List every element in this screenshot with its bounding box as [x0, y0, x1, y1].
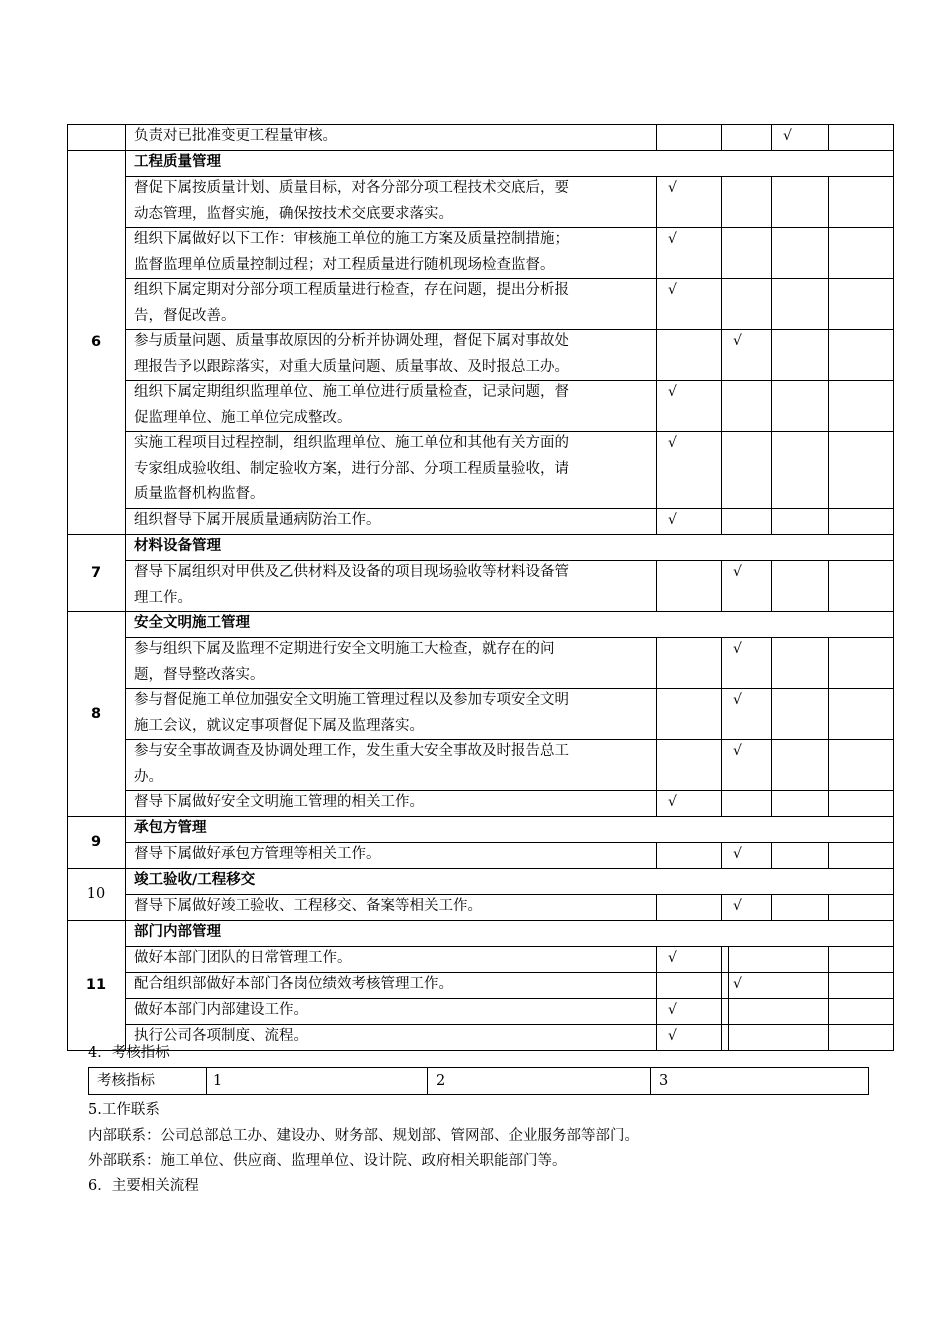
check-column-border [771, 508, 772, 534]
section-number: 8 [90, 705, 102, 722]
duty-text-line: 办。 [134, 768, 163, 785]
check-column-border [656, 227, 657, 278]
duty-text-line: 督导下属做好承包方管理等相关工作。 [134, 846, 381, 862]
check-column-border [656, 842, 657, 868]
kpi-cell-3 [651, 1068, 868, 1094]
check-column-border [721, 946, 722, 972]
duty-text-line: 督导下属组织对甲供及乙供材料及设备的项目现场验收等材料设备管 [134, 564, 569, 580]
check-mark: √ [668, 231, 677, 247]
check-column-border [656, 278, 657, 329]
check-mark: √ [668, 282, 677, 298]
check-column-border [771, 790, 772, 816]
check-column-border [828, 739, 829, 790]
check-mark: √ [783, 128, 792, 144]
check-mark: √ [733, 846, 742, 862]
duty-text-line: 理报告予以跟踪落实，对重大质量问题、质量事故、及时报总工办。 [134, 358, 569, 375]
check-column-border [828, 842, 829, 868]
check-column-border [828, 227, 829, 278]
duty-text-line: 促监理单位、施工单位完成整改。 [134, 409, 352, 426]
section-number: 11 [85, 977, 107, 993]
check-mark: √ [668, 1028, 677, 1044]
check-column-border [828, 508, 829, 534]
duty-text-line: 参与组织下属及监理不定期进行安全文明施工大检查，就存在的问 [134, 641, 555, 657]
check-column-border [656, 946, 657, 972]
check-column-border [771, 560, 772, 611]
section-header: 承包方管理 [134, 820, 207, 836]
duty-text-line: 组织下属定期对分部分项工程质量进行检查，存在问题，提出分析报 [134, 282, 569, 298]
check-column-border [828, 329, 829, 380]
section-number: 9 [90, 834, 102, 850]
duty-text-line: 督促下属按质量计划、质量目标，对各分部分项工程技术交底后，要 [134, 180, 569, 196]
duty-text-line: 做好本部门内部建设工作。 [134, 1002, 308, 1018]
check-column-border [828, 790, 829, 816]
check-column-border [828, 278, 829, 329]
check-column-border [656, 1024, 657, 1050]
row-bottom-border [67, 1050, 894, 1051]
check-column-border [728, 946, 729, 972]
check-column-border [721, 894, 722, 920]
section-number: 6 [90, 334, 102, 350]
check-column-border [728, 972, 729, 998]
check-column-border [828, 176, 829, 227]
check-column-border [721, 688, 722, 739]
check-column-border [828, 637, 829, 688]
kpi-label-cell [89, 1068, 207, 1094]
check-mark: √ [668, 180, 677, 196]
duty-text-line: 题，督导整改落实。 [134, 666, 265, 683]
duty-text-line: 组织督导下属开展质量通病防治工作。 [134, 512, 381, 528]
kpi-label: 考核指标 [97, 1073, 155, 1089]
check-column-border [656, 431, 657, 508]
check-column-border [656, 637, 657, 688]
check-mark: √ [668, 512, 677, 528]
check-column-border [728, 998, 729, 1024]
check-mark: √ [733, 976, 742, 992]
table-right-border [893, 124, 894, 1051]
kpi-table [88, 1067, 869, 1095]
check-column-border [828, 124, 829, 150]
check-column-border [728, 1024, 729, 1050]
number-column-border [125, 124, 126, 1051]
section-header: 工程质量管理 [134, 154, 221, 170]
check-column-border [721, 739, 722, 790]
check-column-border [721, 637, 722, 688]
duty-text-line: 施工会议，就议定事项督促下属及监理落实。 [134, 717, 424, 734]
check-column-border [771, 329, 772, 380]
check-column-border [828, 688, 829, 739]
check-column-border [721, 278, 722, 329]
duty-text-line: 参与督促施工单位加强安全文明施工管理过程以及参加专项安全文明 [134, 692, 569, 708]
kpi-col-2: 2 [436, 1073, 446, 1089]
check-column-border [771, 637, 772, 688]
check-column-border [656, 560, 657, 611]
check-column-border [828, 972, 829, 998]
check-column-border [656, 688, 657, 739]
check-column-border [828, 560, 829, 611]
duty-text-line: 执行公司各项制度、流程。 [134, 1028, 308, 1044]
section-header: 竣工验收/工程移交 [134, 872, 256, 888]
check-column-border [828, 431, 829, 508]
check-column-border [656, 790, 657, 816]
duty-text-line: 参与质量问题、质量事故原因的分析并协调处理，督促下属对事故处 [134, 333, 569, 349]
duty-text-line: 参与安全事故调查及协调处理工作，发生重大安全事故及时报告总工 [134, 743, 569, 759]
check-column-border [721, 790, 722, 816]
external-contacts: 外部联系：施工单位、供应商、监理单位、设计院、政府相关职能部门等。 [88, 1153, 567, 1169]
section-number: 7 [90, 564, 102, 581]
kpi-col-3: 3 [659, 1073, 669, 1089]
check-column-border [771, 739, 772, 790]
check-mark: √ [733, 333, 742, 349]
check-column-border [771, 176, 772, 227]
check-column-border [656, 124, 657, 150]
check-mark: √ [733, 564, 742, 580]
duty-text-line: 质量监督机构监督。 [134, 486, 265, 502]
section-header: 部门内部管理 [134, 924, 221, 940]
check-column-border [656, 176, 657, 227]
check-column-border [721, 431, 722, 508]
kpi-cell-2 [428, 1068, 651, 1094]
check-column-border [721, 1024, 722, 1050]
check-column-border [656, 972, 657, 998]
check-column-border [721, 998, 722, 1024]
section-6-heading: 6．主要相关流程 [88, 1178, 199, 1194]
duty-text-line: 组织下属定期组织监理单位、施工单位进行质量检查，记录问题，督 [134, 384, 569, 400]
check-column-border [721, 329, 722, 380]
check-column-border [828, 946, 829, 972]
duty-text-line: 督导下属做好安全文明施工管理的相关工作。 [134, 794, 424, 810]
section-number: 10 [86, 886, 106, 902]
check-column-border [721, 972, 722, 998]
check-mark: √ [733, 641, 742, 657]
check-column-border [828, 380, 829, 431]
duty-text-line: 组织下属做好以下工作：审核施工单位的施工方案及质量控制措施； [134, 231, 569, 247]
section-header: 安全文明施工管理 [134, 615, 250, 631]
section-header: 材料设备管理 [134, 538, 221, 554]
check-column-border [656, 329, 657, 380]
check-column-border [656, 998, 657, 1024]
check-mark: √ [668, 794, 677, 810]
check-column-border [828, 1024, 829, 1050]
check-column-border [771, 278, 772, 329]
check-column-border [656, 380, 657, 431]
check-column-border [721, 227, 722, 278]
check-mark: √ [733, 743, 742, 759]
check-mark: √ [668, 1002, 677, 1018]
check-mark: √ [668, 435, 677, 451]
kpi-cell-1 [207, 1068, 428, 1094]
duty-text-line: 理工作。 [134, 589, 192, 606]
check-column-border [721, 176, 722, 227]
check-column-border [656, 508, 657, 534]
check-column-border [828, 894, 829, 920]
check-column-border [721, 560, 722, 611]
check-column-border [721, 508, 722, 534]
check-column-border [721, 842, 722, 868]
check-mark: √ [668, 384, 677, 400]
check-mark: √ [668, 950, 677, 966]
duty-text-line: 专家组成验收组、制定验收方案，进行分部、分项工程质量验收，请 [134, 460, 569, 477]
check-mark: √ [733, 898, 742, 914]
check-column-border [771, 380, 772, 431]
section-5-heading: 5.工作联系 [88, 1102, 160, 1118]
check-column-border [771, 124, 772, 150]
table-left-border [67, 124, 68, 1051]
check-column-border [656, 739, 657, 790]
check-column-border [771, 894, 772, 920]
duty-text-line: 动态管理，监督实施，确保按技术交底要求落实。 [134, 205, 453, 222]
kpi-col-1: 1 [213, 1073, 223, 1089]
duty-text-line: 督导下属做好竣工验收、工程移交、备案等相关工作。 [134, 898, 482, 914]
check-mark: √ [733, 692, 742, 708]
check-column-border [771, 431, 772, 508]
section-4-heading: 4．考核指标 [88, 1045, 170, 1061]
check-column-border [771, 227, 772, 278]
duty-text-line: 负责对已批准变更工程量审核。 [134, 128, 337, 144]
duty-text-line: 配合组织部做好本部门各岗位绩效考核管理工作。 [134, 976, 453, 992]
check-column-border [721, 124, 722, 150]
check-column-border [828, 998, 829, 1024]
check-column-border [771, 688, 772, 739]
internal-contacts: 内部联系：公司总部总工办、建设办、财务部、规划部、管网部、企业服务部等部门。 [88, 1128, 639, 1144]
duty-text-line: 实施工程项目过程控制，组织监理单位、施工单位和其他有关方面的 [134, 435, 569, 451]
check-column-border [656, 894, 657, 920]
duty-text-line: 监督监理单位质量控制过程；对工程质量进行随机现场检查监督。 [134, 256, 555, 273]
duty-text-line: 做好本部门团队的日常管理工作。 [134, 950, 352, 966]
check-column-border [771, 842, 772, 868]
duty-text-line: 告，督促改善。 [134, 307, 236, 324]
check-column-border [721, 380, 722, 431]
